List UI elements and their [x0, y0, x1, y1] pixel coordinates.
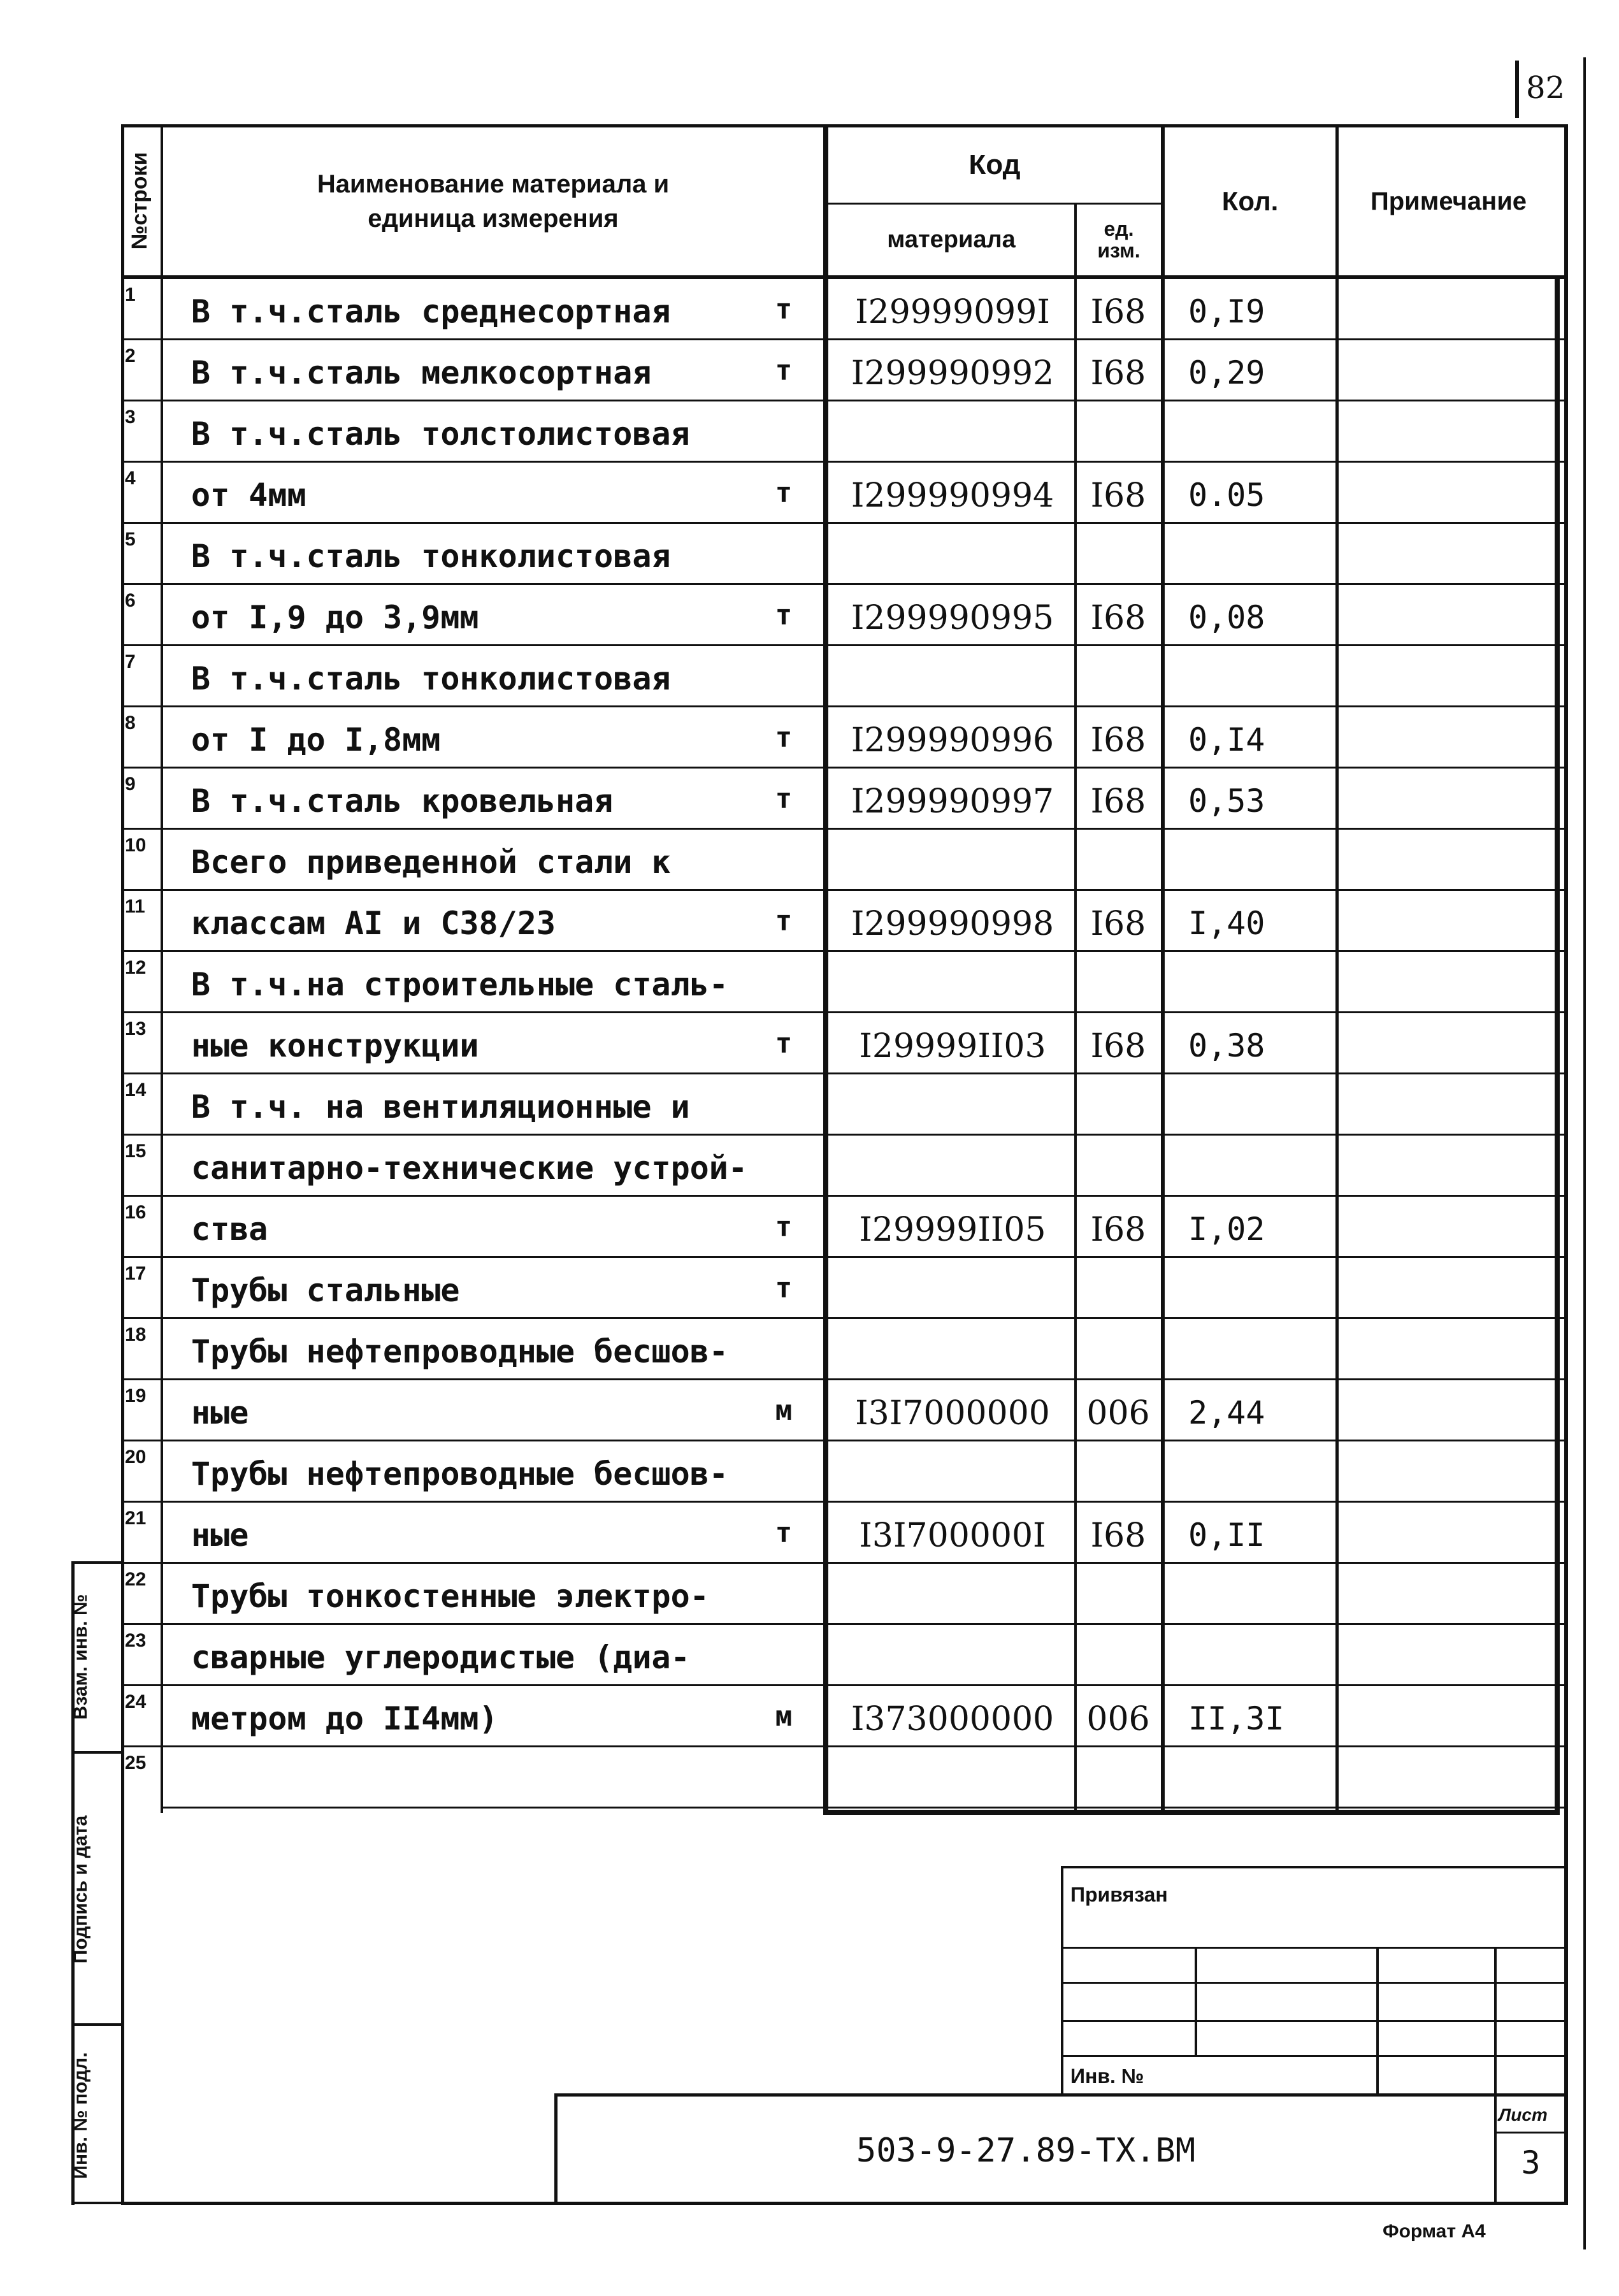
header-code-material: материала: [887, 226, 1016, 253]
unit-code: I68: [1090, 477, 1146, 515]
material-name: метром до II4мм): [191, 1700, 498, 1737]
unit-of-measure: т: [775, 354, 793, 387]
quantity: 0,29: [1188, 354, 1265, 391]
row-separator: [161, 1807, 1564, 1809]
material-name: от I до I,8мм: [191, 721, 441, 758]
quantity: I,02: [1188, 1211, 1265, 1248]
row-number: 18: [125, 1324, 147, 1345]
row-number: 21: [125, 1508, 147, 1529]
tb-row4: [1061, 2055, 1567, 2057]
quantity: 0,08: [1188, 599, 1265, 636]
unit-of-measure: т: [775, 905, 793, 937]
row-number: 24: [125, 1691, 147, 1712]
quantity: 0,53: [1188, 783, 1265, 819]
material-code: I299990996: [851, 721, 1054, 760]
unit-of-measure: т: [775, 1211, 793, 1243]
material-code: I373000000: [851, 1700, 1054, 1738]
unit-code: 006: [1086, 1394, 1150, 1433]
header-code: Код: [968, 149, 1021, 181]
row-number: 5: [125, 529, 136, 550]
row-number: 8: [125, 712, 136, 733]
unit-of-measure: м: [775, 1394, 793, 1427]
col-line-note-thick: [1555, 279, 1560, 1815]
quantity: II,3I: [1188, 1700, 1284, 1737]
material-name: В т.ч.сталь среднесортная: [191, 293, 671, 330]
frame-right-border: [1564, 124, 1568, 2205]
material-name: Всего приведенной стали к: [191, 844, 671, 881]
header-code-unit: ед. изм.: [1097, 217, 1140, 262]
row-separator: [121, 705, 1564, 707]
row-separator: [121, 767, 1564, 769]
unit-code: I68: [1090, 1517, 1146, 1555]
row-separator: [121, 1684, 1564, 1686]
header-bottom-border: [121, 275, 1567, 279]
material-name: сварные углеродистые (диа-: [191, 1639, 690, 1676]
material-name: от 4мм: [191, 477, 306, 514]
row-separator: [121, 1745, 1564, 1747]
frame-bottom-border: [121, 2202, 1567, 2205]
material-name: классам AI и С38/23: [191, 905, 556, 942]
row-number: 12: [125, 957, 147, 978]
material-code: I299990994: [851, 477, 1054, 515]
row-number: 10: [125, 835, 147, 856]
row-number: 14: [125, 1079, 147, 1101]
tb-left: [1061, 1866, 1063, 2095]
row-number: 15: [125, 1141, 147, 1162]
tb-sheet-label-line: [1494, 2132, 1567, 2134]
tb-inv-no: Инв. №: [1070, 2065, 1144, 2088]
material-code: I3I700000I: [859, 1517, 1046, 1555]
material-name: ства: [191, 1211, 268, 1248]
row-separator: [121, 950, 1564, 952]
row-number: 23: [125, 1630, 147, 1651]
tb-col1: [1195, 1947, 1197, 2055]
row-number: 17: [125, 1263, 147, 1284]
row-separator: [121, 1256, 1564, 1258]
row-separator: [121, 583, 1564, 585]
unit-of-measure: т: [775, 721, 793, 754]
row-number: 20: [125, 1447, 147, 1468]
row-number: 25: [125, 1752, 147, 1773]
unit-of-measure: т: [775, 1027, 793, 1060]
row-separator: [121, 1011, 1564, 1013]
material-code: I29999II03: [859, 1027, 1046, 1065]
unit-code: I68: [1090, 293, 1146, 331]
row-number: 22: [125, 1569, 147, 1590]
quantity: I,40: [1188, 905, 1265, 942]
material-name: ные: [191, 1394, 249, 1431]
row-separator: [121, 1501, 1564, 1503]
tb-privyazan: Привязан: [1070, 1883, 1168, 1906]
material-name: Трубы тонкостенные электро-: [191, 1578, 709, 1615]
material-name: В т.ч.сталь толстолистовая: [191, 415, 690, 452]
col-line-name: [823, 124, 828, 1813]
material-code: I3I7000000: [855, 1394, 1050, 1433]
material-name: В т.ч.сталь тонколистовая: [191, 538, 671, 575]
material-name: В т.ч.сталь мелкосортная: [191, 354, 652, 391]
row-number: 4: [125, 468, 136, 489]
tb-sheet-sep: [1494, 2093, 1497, 2205]
material-name: В т.ч.сталь тонколистовая: [191, 660, 671, 697]
material-name: Трубы нефтепроводные бесшов-: [191, 1333, 728, 1370]
tb-main-top: [554, 2093, 1567, 2097]
unit-code: I68: [1090, 1211, 1146, 1249]
row-separator: [121, 889, 1564, 891]
tb-top: [1061, 1866, 1567, 1868]
format-label: Формат А4: [1383, 2221, 1486, 2242]
row-number: 9: [125, 774, 136, 795]
unit-code: 006: [1086, 1700, 1150, 1738]
row-number: 3: [125, 407, 136, 428]
sheet-edge-line: [1583, 57, 1586, 2249]
page-number: 82: [1526, 70, 1565, 106]
material-name: от I,9 до 3,9мм: [191, 599, 479, 636]
side-stamp-sep2: [71, 2023, 122, 2026]
tb-sheet-number: 3: [1521, 2144, 1541, 2181]
row-separator: [121, 828, 1564, 830]
quantity: 0.05: [1188, 477, 1265, 514]
material-name: ные конструкции: [191, 1027, 479, 1064]
row-separator: [121, 400, 1564, 401]
quantity: 0,38: [1188, 1027, 1265, 1064]
row-separator: [121, 338, 1564, 340]
material-code: I299990997: [851, 783, 1054, 821]
unit-of-measure: т: [775, 599, 793, 632]
row-number: 13: [125, 1018, 147, 1039]
col-line-meas: [1161, 124, 1165, 1813]
header-name: Наименование материала и единица измерения: [317, 170, 670, 233]
material-name: В т.ч. на вентиляционные и: [191, 1088, 690, 1125]
material-name: Трубы нефтепроводные бесшов-: [191, 1455, 728, 1492]
quantity: 2,44: [1188, 1394, 1265, 1431]
row-separator: [121, 644, 1564, 646]
material-code: I299990995: [851, 599, 1054, 637]
row-number: 1: [125, 284, 136, 305]
material-code: I29999099I: [855, 293, 1050, 331]
row-separator: [121, 461, 1564, 463]
row-separator: [121, 1440, 1564, 1441]
unit-code: I68: [1090, 905, 1146, 943]
unit-code: I68: [1090, 721, 1146, 760]
tb-row1: [1061, 1947, 1567, 1949]
material-name: В т.ч.на строительные сталь-: [191, 966, 728, 1003]
unit-of-measure: т: [775, 293, 793, 326]
quantity: 0,II: [1188, 1517, 1265, 1554]
page-number-bar: [1515, 61, 1519, 118]
row-separator: [121, 1378, 1564, 1380]
material-name: Трубы стальные: [191, 1272, 460, 1309]
material-code: I29999II05: [859, 1211, 1046, 1249]
tb-col3: [1494, 1947, 1497, 2093]
unit-of-measure: м: [775, 1700, 793, 1733]
frame-left-border: [121, 124, 124, 2205]
stamp-inv-podl: Инв. № подл.: [70, 2052, 91, 2179]
unit-of-measure: т: [775, 1517, 793, 1549]
tb-row3: [1061, 2020, 1567, 2022]
unit-code: I68: [1090, 354, 1146, 393]
row-separator: [121, 1562, 1564, 1564]
quantity: 0,I4: [1188, 721, 1265, 758]
col-line-qty: [1335, 124, 1339, 1813]
material-code: I299990998: [851, 905, 1054, 943]
material-name: В т.ч.сталь кровельная: [191, 783, 614, 819]
material-name: санитарно-технические устрой-: [191, 1150, 747, 1187]
stamp-sign-date: Подпись и дата: [70, 1815, 91, 1964]
unit-of-measure: т: [775, 1272, 793, 1304]
col-line-code: [1074, 203, 1077, 1813]
row-separator: [121, 1195, 1564, 1197]
unit-code: I68: [1090, 599, 1146, 637]
row-number: 6: [125, 590, 136, 611]
row-separator: [121, 1317, 1564, 1319]
stamp-inv-zam: Взам. инв. №: [70, 1594, 91, 1720]
tb-col2: [1376, 1947, 1379, 2093]
row-number: 19: [125, 1385, 147, 1406]
unit-of-measure: т: [775, 783, 793, 815]
row-separator: [121, 1134, 1564, 1136]
row-number: 7: [125, 651, 136, 672]
header-qty: Кол.: [1221, 185, 1279, 216]
row-separator: [121, 1623, 1564, 1625]
doc-code: 503-9-27.89-ТХ.ВМ: [856, 2132, 1196, 2170]
row-number: 11: [125, 896, 145, 917]
table-bottom-thick: [823, 1810, 1560, 1815]
material-name: ные: [191, 1517, 249, 1554]
header-note: Примечание: [1370, 187, 1527, 215]
row-number: 16: [125, 1202, 147, 1223]
row-separator: [121, 1072, 1564, 1074]
row-number: 2: [125, 345, 136, 366]
material-code: I299990992: [851, 354, 1054, 393]
row-separator: [121, 522, 1564, 524]
tb-row2: [1061, 1982, 1567, 1984]
unit-code: I68: [1090, 1027, 1146, 1065]
header-row-no: №строки: [127, 152, 152, 250]
unit-of-measure: т: [775, 477, 793, 509]
quantity: 0,I9: [1188, 293, 1265, 330]
unit-code: I68: [1090, 783, 1146, 821]
tb-sheet-label: Лист: [1499, 2105, 1548, 2125]
